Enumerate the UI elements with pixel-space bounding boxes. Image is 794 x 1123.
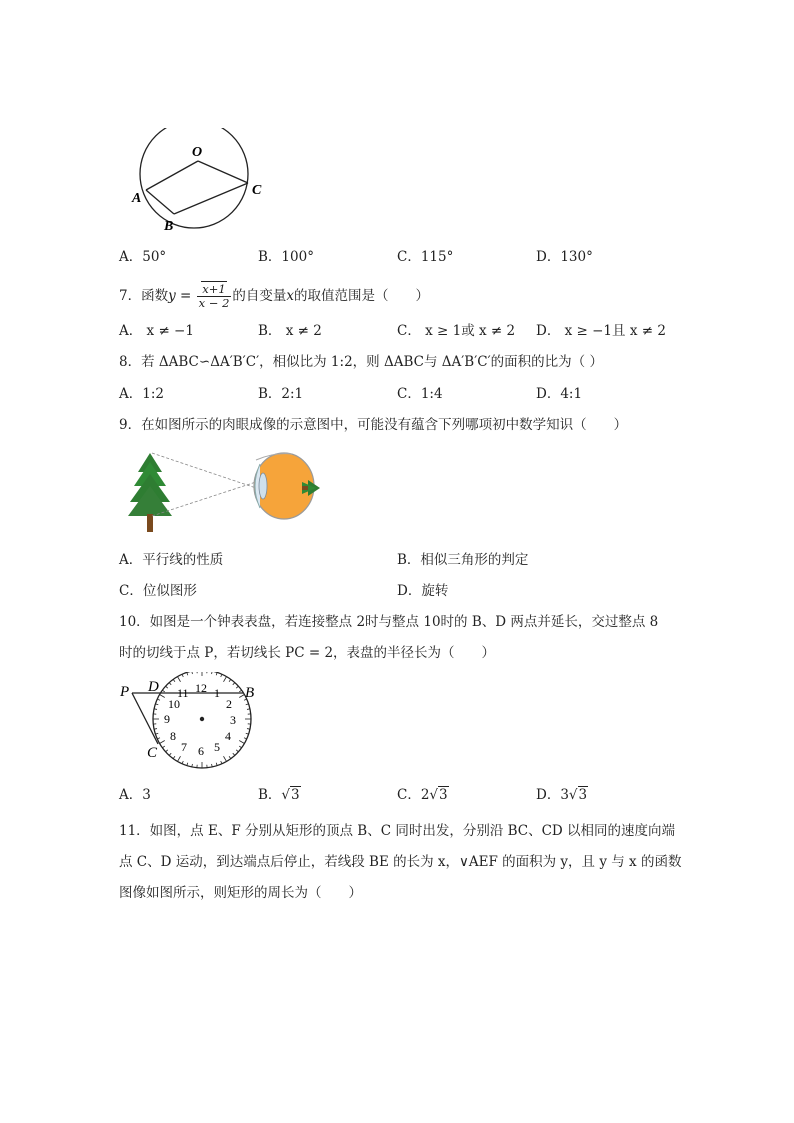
- q8-option-b: B．2:1: [258, 386, 304, 402]
- label-o: O: [192, 145, 203, 160]
- clock-center: [200, 717, 204, 721]
- clock-tick: [157, 738, 160, 739]
- clock-tick: [239, 695, 244, 698]
- circle-figure-q6: [128, 128, 278, 238]
- tangent-pc: [132, 693, 158, 744]
- q9-option-c: C．位似图形: [119, 583, 197, 599]
- q7-denominator: x − 2: [198, 296, 230, 310]
- clock-tick: [173, 756, 175, 758]
- clock-tick: [160, 741, 165, 744]
- clock-tick: [166, 686, 168, 688]
- label-a: A: [132, 191, 142, 206]
- q7-y: y: [168, 288, 176, 304]
- q7-eq: =: [175, 288, 196, 304]
- clock-tick: [229, 679, 231, 681]
- clock-tick: [229, 756, 231, 758]
- clock-tick: [192, 672, 193, 674]
- clock-num-9: 9: [164, 712, 170, 726]
- clock-tick: [244, 738, 247, 739]
- q7-prefix: 7．函数: [119, 288, 169, 304]
- clock-num-10: 10: [168, 697, 180, 711]
- clock-tick: [166, 750, 168, 752]
- segment-bc: [174, 183, 248, 214]
- clock-tick: [157, 699, 160, 700]
- clock-tick: [178, 756, 181, 761]
- clock-tick: [239, 690, 241, 692]
- clock-tick: [169, 683, 171, 685]
- q10-option-d-radicand: 3: [578, 787, 588, 803]
- q10-option-d: D．3√3: [536, 787, 588, 803]
- q7-option-d: D． x ≥ −1且 x ≠ 2: [536, 323, 666, 339]
- clock-tick: [182, 674, 183, 677]
- clock-tick: [233, 683, 235, 685]
- clock-tick: [224, 677, 227, 682]
- clock-num-1: 1: [214, 686, 220, 700]
- q10-option-c-radicand: 3: [439, 787, 448, 803]
- clock-tick: [239, 741, 244, 744]
- clock-tick: [212, 672, 213, 674]
- clock-figure-q10: [118, 672, 268, 772]
- q7-option-a: A． x ≠ −1: [119, 323, 194, 339]
- segment-oa: [146, 161, 198, 190]
- circle: [140, 128, 248, 228]
- clock-num-5: 5: [214, 740, 220, 754]
- clock-tick: [178, 677, 181, 682]
- clock-tick: [169, 753, 171, 755]
- label-c: C: [252, 183, 262, 198]
- q10-option-c: C．2√3: [397, 787, 448, 803]
- clock-tick: [233, 753, 235, 755]
- q6-option-d: D．130°: [536, 249, 593, 265]
- q9-stem: 9．在如图所示的肉眼成像的示意图中，可能没有蕴含下列哪项初中数学知识（ ）: [119, 417, 628, 433]
- segment-oc: [198, 161, 248, 183]
- clock-tick: [182, 761, 183, 764]
- label-c: C: [147, 745, 158, 761]
- clock-tick: [221, 761, 222, 764]
- q10-option-a: A．3: [119, 787, 151, 803]
- clock-tick: [224, 756, 227, 761]
- label-d: D: [148, 679, 159, 695]
- q10-stem-line2: 时的切线于点 P，若切线长 PC = 2，表盘的半径长为（ ）: [119, 645, 496, 661]
- segment-ab: [146, 190, 174, 214]
- q8-option-a: A．1:2: [119, 386, 164, 402]
- q6-option-c: C．115°: [397, 249, 454, 265]
- clock-tick: [236, 750, 238, 752]
- tree-icon: [128, 453, 172, 532]
- q6-option-a: A．50°: [119, 249, 167, 265]
- q11-stem-line3: 图像如图所示，则矩形的周长为（ ）: [119, 885, 362, 901]
- q7-numerator: x+1: [202, 282, 226, 296]
- q9-option-b: B．相似三角形的判定: [397, 552, 529, 568]
- q9-option-a: A．平行线的性质: [119, 552, 224, 568]
- clock-num-7: 7: [181, 740, 187, 754]
- clock-tick: [236, 686, 238, 688]
- clock-num-6: 6: [198, 744, 204, 758]
- clock-tick: [160, 695, 165, 698]
- q10-stem-line1: 10．如图是一个钟表表盘，若连接整点 2时与整点 10时的 B、D 两点并延长，交过整点 8: [119, 614, 659, 630]
- q7-x: x: [286, 288, 295, 304]
- label-p: P: [120, 684, 130, 700]
- eye-imaging-figure-q9: [124, 450, 330, 536]
- clock-tick: [173, 679, 175, 681]
- q7-option-b: B． x ≠ 2: [258, 323, 322, 339]
- clock-tick: [162, 746, 164, 748]
- clock-num-8: 8: [170, 729, 176, 743]
- clock-tick: [162, 690, 164, 692]
- clock-tick: [239, 746, 241, 748]
- clock-num-12: 12: [195, 681, 207, 695]
- q7-suffix: 的自变量: [232, 288, 287, 304]
- q7-option-c: C． x ≥ 1或 x ≠ 2: [397, 323, 516, 339]
- q11-stem-line1: 11．如图，点 E、F 分别从矩形的顶点 B、C 同时出发，分别沿 BC、CD 以相同的速度向端: [119, 823, 676, 839]
- q9-option-d: D．旋转: [397, 583, 449, 599]
- clock-num-11: 11: [177, 686, 189, 700]
- q8-stem: 8．若 ΔABC∽ΔA′B′C′，相似比为 1:2，则 ΔABC与 ΔA′B′C′的面积的比为（ ）: [119, 354, 603, 370]
- clock-num-2: 2: [226, 697, 232, 711]
- q8-option-c: C．1:4: [397, 386, 443, 402]
- q10-option-b-radicand: 3: [291, 787, 300, 803]
- clock-num-4: 4: [225, 729, 231, 743]
- q7-suffix2: 的取值范围是（ ）: [294, 288, 430, 304]
- q11-stem-line2: 点 C、D 运动，到达端点后停止，若线段 BE 的长为 x，∨AEF 的面积为 y，且 y 与 x 的函数: [119, 854, 682, 870]
- q7-fraction: [197, 283, 232, 310]
- q6-option-b: B．100°: [258, 249, 314, 265]
- label-b: B: [245, 685, 255, 701]
- q7-stem: [119, 283, 429, 310]
- clock-tick: [221, 674, 222, 677]
- q10-option-b: B．√3: [258, 787, 300, 803]
- q8-option-d: D．4:1: [536, 386, 583, 402]
- clock-num-3: 3: [230, 713, 236, 727]
- label-b: B: [164, 219, 174, 234]
